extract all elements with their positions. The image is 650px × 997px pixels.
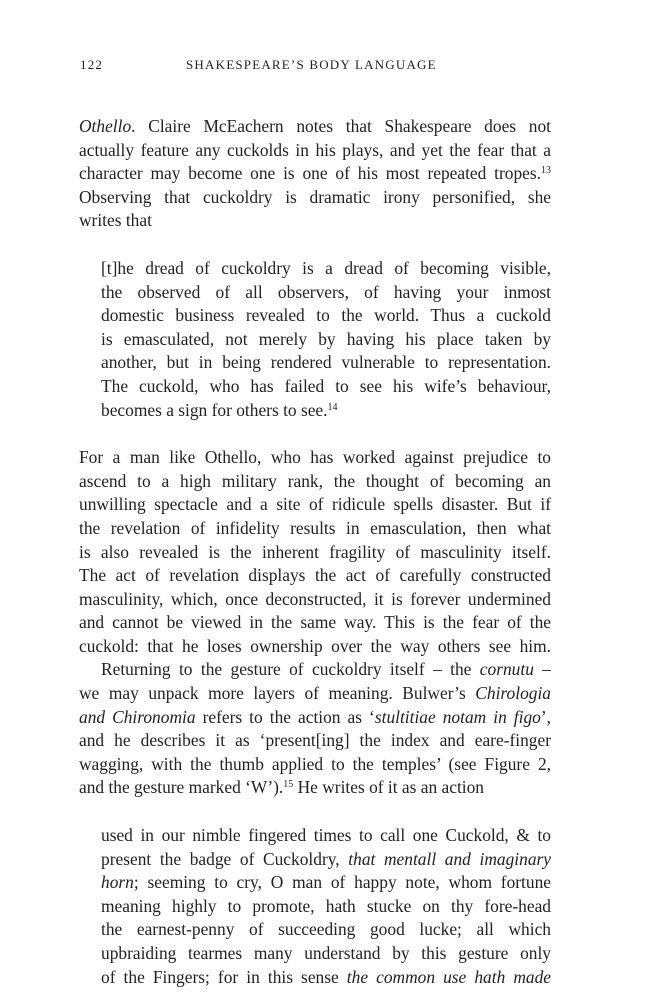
text-line: and he describes it as ‘present[ing] the index and eare-finger (79, 730, 551, 751)
quote-line: the observed of all observers, of having your inmost (101, 281, 551, 302)
quote-line: is emasculated, not merely by having his place taken by (101, 328, 551, 349)
text-line: The act of revelation displays the act of carefully constructed (79, 565, 551, 586)
quote-line: The cuckold, who has failed to see his wife’s behaviour, (101, 375, 551, 396)
text-line: Observing that cuckoldry is dramatic irony personified, she (79, 186, 551, 207)
text-line: and Chironomia refers to the action as ‘stultitiae notam in figo’, (79, 706, 551, 727)
text-line: the revelation of infidelity results in emasculation, then what (79, 517, 551, 538)
text-line: masculinity, which, once deconstructed, it is forever undermined (79, 588, 551, 609)
text-line: and cannot be viewed in the same way. This is the fear of the (79, 612, 551, 633)
page-number: 122 (80, 57, 104, 72)
paragraph-2 (79, 446, 551, 658)
quote-line: meaning highly to promote, hath stucke on thy fore-head (101, 895, 551, 916)
quote-line: becomes a sign for others to see.$^{14}$ (101, 399, 338, 420)
text-line: character may become one is one of his most repeated tropes.$^{13}$ (79, 163, 551, 184)
body-text (79, 115, 551, 989)
text-line: Othello. Claire McEachern notes that Shakespeare does not (79, 116, 551, 136)
footnote-marker: 15 (283, 779, 294, 791)
text-line: Returning to the gesture of cuckoldry itself – the cornutu – (101, 659, 551, 680)
text-line: we may unpack more layers of meaning. Bulwer’s Chirologia (79, 683, 551, 704)
footnote-marker: 14 (327, 401, 338, 413)
quote-line: another, but in being rendered vulnerable to representation. (101, 352, 551, 373)
quote-line: the earnest-penny of succeeding good lucke; all which (101, 919, 551, 940)
paragraph-1 (79, 115, 551, 233)
quote-line: present the badge of Cuckoldry, that mentall and imaginary (101, 848, 551, 869)
block-quote-2 (79, 824, 551, 989)
running-head: SHAKESPEARE’S BODY LANGUAGE (186, 57, 437, 72)
footnote-marker: 13 (541, 165, 551, 177)
text-line: is also revealed is the inherent fragility of masculinity itself. (79, 541, 551, 562)
text-line: wagging, with the thumb applied to the temples’ (see Figure 2, (79, 753, 551, 774)
text-line: For a man like Othello, who has worked against prejudice to (79, 447, 551, 468)
text-line: and the gesture marked ‘W’).$^{15}$ He writes of it as an action (79, 777, 485, 798)
page-header (80, 57, 580, 77)
paragraph-gap (79, 233, 551, 257)
text-line: ascend to a high military rank, the thought of becoming an (79, 470, 551, 491)
quote-line: used in our nimble fingered times to call one Cuckold, & to (101, 825, 551, 846)
quote-line: of the Fingers; for in this sense the common use hath made (101, 966, 551, 987)
italic-title: Othello (79, 116, 132, 136)
text-line: writes that (79, 210, 152, 231)
quote-line: domestic business revealed to the world. Thus a cuckold (101, 305, 551, 326)
quote-line: [t]he dread of cuckoldry is a dread of becoming visible, (101, 257, 551, 278)
paragraph-gap (79, 800, 551, 824)
quote-line: horn; seeming to cry, O man of happy note, whom fortune (101, 872, 551, 893)
quote-line: upbraiding tearmes many understand by this gesture only (101, 943, 551, 963)
paragraph-3 (79, 658, 551, 800)
paragraph-gap (79, 422, 551, 446)
text-line: actually feature any cuckolds in his plays, and yet the fear that a (79, 139, 551, 160)
block-quote-1 (79, 257, 551, 422)
text-line: unwilling spectacle and a site of ridicule spells disaster. But if (79, 494, 551, 515)
text-line: cuckold: that he loses ownership over the way others see him. (79, 635, 551, 656)
